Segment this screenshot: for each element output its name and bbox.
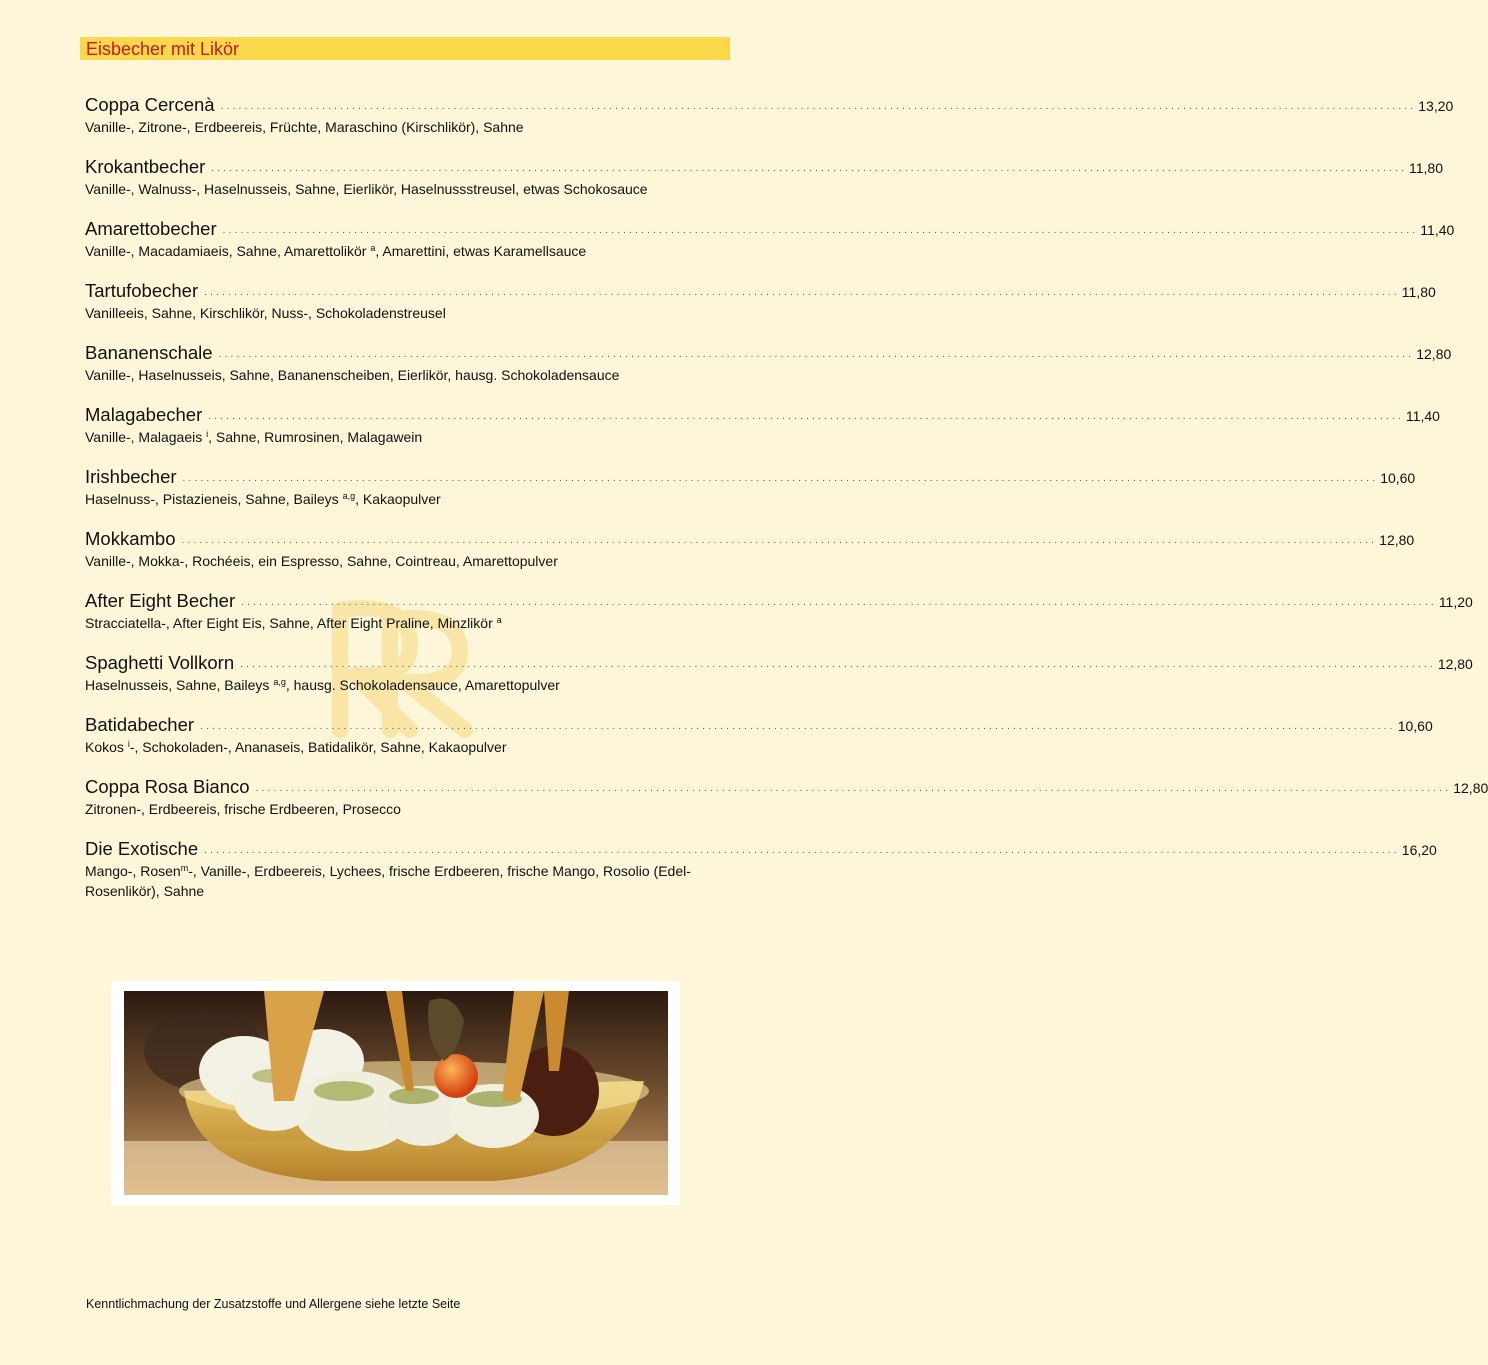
item-price: 12,80: [1379, 532, 1415, 548]
dot-leader: ........................................................................................................................................................................................................: [208, 411, 1404, 422]
menu-item: [85, 278, 1436, 340]
allergen-code: m: [180, 863, 189, 873]
item-description: [85, 241, 730, 261]
item-description: [85, 551, 730, 571]
item-description: [85, 799, 730, 819]
allergen-code: a,g: [342, 491, 356, 501]
menu-item: [85, 154, 1443, 216]
section-title: Eisbecher mit Likör: [86, 39, 240, 59]
dot-leader: ........................................................................................................................................................................................................: [182, 473, 1379, 484]
dot-leader: ........................................................................................................................................................................................................: [218, 349, 1415, 360]
item-name: Batidabecher: [85, 714, 195, 735]
description-text: , Kakaopulver: [355, 491, 441, 507]
item-price: 13,20: [1418, 98, 1454, 114]
item-price: 10,60: [1397, 718, 1433, 734]
description-text: Mango-, Rosen: [85, 863, 181, 879]
menu-item-header: [85, 464, 1416, 488]
description-text: Kokos: [85, 739, 128, 755]
dot-leader: ........................................................................................................................................................................................................: [240, 659, 1436, 670]
menu-item: [85, 402, 1440, 464]
item-price: 11,40: [1405, 408, 1440, 424]
item-name: Coppa Cercenà: [85, 94, 215, 115]
item-price: 12,80: [1453, 780, 1488, 796]
dot-leader: ........................................................................................................................................................................................................: [204, 845, 1400, 856]
allergen-code: a: [370, 243, 376, 253]
item-price: 11,20: [1438, 594, 1473, 610]
item-price: 11,80: [1409, 160, 1443, 176]
item-name: Mokkambo: [85, 528, 176, 549]
menu-item: [85, 712, 1433, 774]
description-text: Vanille-, Walnuss-, Haselnusseis, Sahne, Eierlikör, Haselnussstreusel, etwas Schokosauce: [85, 181, 648, 197]
allergen-code: i: [127, 739, 130, 749]
item-price: 11,80: [1401, 284, 1436, 300]
menu-list: [85, 92, 1488, 899]
menu-item: [85, 836, 1437, 899]
item-name: Irishbecher: [85, 466, 177, 487]
description-text: Haselnusseis, Sahne, Baileys: [85, 677, 274, 693]
item-description: [85, 179, 730, 199]
menu-item-header: [85, 402, 1440, 426]
dot-leader: ........................................................................................................................................................................................................: [211, 163, 1407, 174]
menu-item-header: [85, 216, 1455, 240]
item-description: [85, 303, 730, 323]
item-description: [85, 489, 730, 509]
item-name: Spaghetti Vollkorn: [85, 652, 235, 673]
menu-item: [85, 650, 1473, 712]
ice-cream-sundae-photo-icon: [124, 991, 668, 1195]
item-description: [85, 117, 730, 137]
menu-item: [85, 216, 1455, 278]
menu-item-header: [85, 92, 1454, 116]
item-price: 12,80: [1437, 656, 1473, 672]
allergen-code: a: [496, 615, 502, 625]
allergen-code: a,g: [273, 677, 286, 687]
description-text: , Amarettini, etwas Karamellsauce: [375, 243, 587, 259]
menu-item-header: [85, 650, 1473, 674]
description-text: -, Schokoladen-, Ananaseis, Batidalikör, Sahne, Kakaopulver: [129, 739, 507, 755]
menu-item-header: [85, 774, 1488, 798]
item-description: [85, 365, 730, 385]
menu-item: [85, 340, 1452, 402]
menu-item-header: [85, 588, 1473, 612]
item-name: Bananenschale: [85, 342, 213, 363]
item-name: Amarettobecher: [85, 218, 217, 239]
item-name: Coppa Rosa Bianco: [85, 776, 250, 797]
item-name: Malagabecher: [85, 404, 203, 425]
section-header-bar: [80, 37, 730, 60]
item-name: After Eight Becher: [85, 590, 236, 611]
menu-item-header: [85, 154, 1443, 178]
allergen-note: Kenntlichmachung der Zusatzstoffe und Allergene siehe letzte Seite: [86, 1297, 461, 1311]
item-price: 10,60: [1380, 470, 1416, 486]
description-text: Vanille-, Macadamiaeis, Sahne, Amarettolikör: [85, 243, 371, 259]
item-price: 16,20: [1401, 842, 1437, 858]
menu-item: [85, 464, 1416, 526]
description-text: Vanille-, Zitrone-, Erdbeereis, Früchte, Maraschino (Kirschlikör), Sahne: [85, 119, 524, 135]
description-text: Haselnuss-, Pistazieneis, Sahne, Baileys: [85, 491, 343, 507]
item-name: Die Exotische: [85, 838, 199, 859]
menu-item: [85, 526, 1415, 588]
description-text: , Sahne, Rumrosinen, Malagawein: [208, 429, 423, 445]
menu-item-header: [85, 526, 1415, 550]
dot-leader: ........................................................................................................................................................................................................: [181, 535, 1378, 546]
allergen-code: i: [206, 429, 209, 439]
dot-leader: ........................................................................................................................................................................................................: [255, 783, 1452, 794]
item-name: Krokantbecher: [85, 156, 206, 177]
item-description: [85, 613, 730, 633]
description-text: , hausg. Schokoladensauce, Amarettopulver: [285, 677, 560, 693]
menu-item: [85, 588, 1473, 650]
description-text: Vanille-, Haselnusseis, Sahne, Bananenscheiben, Eierlikör, hausg. Schokoladensauce: [85, 367, 620, 383]
item-description: [85, 675, 730, 695]
description-text: Stracciatella-, After Eight Eis, Sahne, After Eight Praline, Minzlikör: [85, 615, 497, 631]
item-description: [85, 737, 730, 757]
description-text: Vanille-, Malagaeis: [85, 429, 207, 445]
item-price: 12,80: [1416, 346, 1452, 362]
item-name: Tartufobecher: [85, 280, 199, 301]
description-text: -, Vanille-, Erdbeereis, Lychees, frische Erdbeeren, frische Mango, Rosolio (Edel-Rosenlikör), Sahne: [85, 863, 691, 899]
menu-item: [85, 92, 1454, 154]
menu-item-header: [85, 278, 1436, 302]
item-description: [85, 427, 730, 447]
item-description: [85, 861, 705, 901]
menu-item-header: [85, 836, 1437, 860]
dot-leader: ........................................................................................................................................................................................................: [200, 721, 1396, 732]
menu-item: [85, 774, 1488, 836]
description-text: Vanille-, Mokka-, Rochéeis, ein Espresso, Sahne, Cointreau, Amarettopulver: [85, 553, 558, 569]
description-text: Zitronen-, Erdbeereis, frische Erdbeeren, Prosecco: [85, 801, 401, 817]
menu-item-header: [85, 340, 1452, 364]
description-text: Vanilleeis, Sahne, Kirschlikör, Nuss-, Schokoladenstreusel: [85, 305, 446, 321]
photo-frame: [111, 981, 680, 1205]
dot-leader: ........................................................................................................................................................................................................: [222, 225, 1419, 236]
item-price: 11,40: [1420, 222, 1455, 238]
dot-leader: ........................................................................................................................................................................................................: [220, 101, 1417, 112]
dot-leader: ........................................................................................................................................................................................................: [204, 287, 1400, 298]
menu-item-header: [85, 712, 1433, 736]
dot-leader: ........................................................................................................................................................................................................: [241, 597, 1437, 608]
